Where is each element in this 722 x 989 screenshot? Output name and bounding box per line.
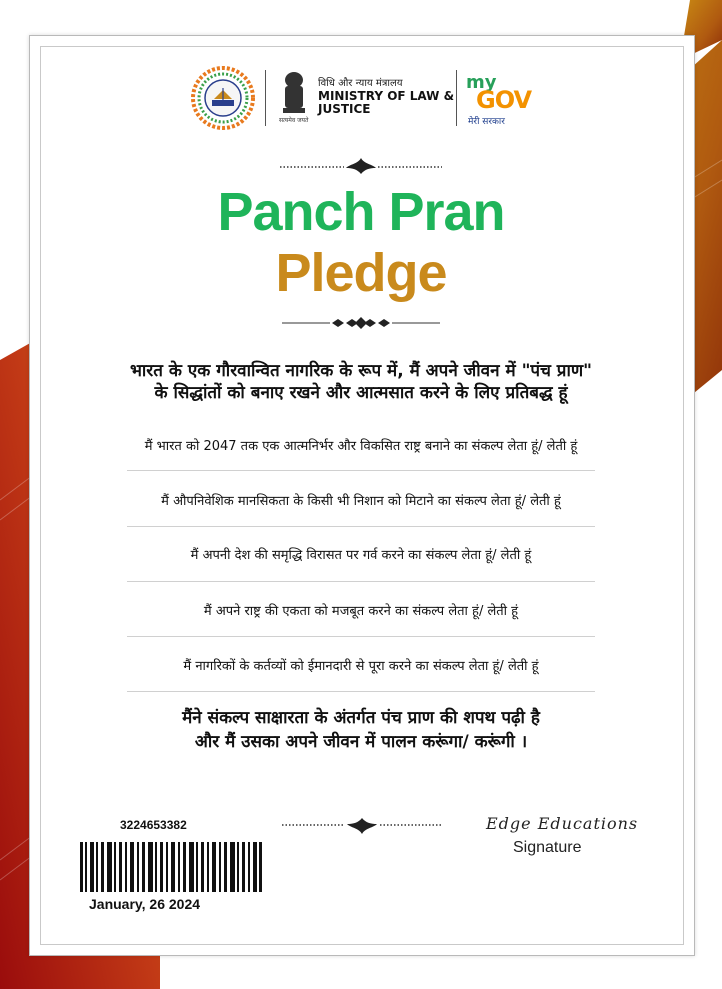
- pledge-divider: [127, 470, 595, 471]
- pledge-item: मैं औपनिवेशिक मानसिकता के किसी भी निशान को मिटाने का संकल्प लेता हूं/ लेती हूं: [161, 494, 561, 509]
- ministry-line-1: MINISTRY OF LAW &: [318, 89, 455, 103]
- ministry-hindi-name: विधि और न्याय मंत्रालय: [318, 78, 403, 89]
- title-line-1: Panch Pran: [217, 182, 505, 242]
- pledge-date: January, 26 2024: [89, 896, 201, 912]
- mygov-tagline: मेरी सरकार: [468, 117, 505, 127]
- pledge-item: मैं अपनी देश की समृद्धि विरासत पर गर्व करने का संकल्प लेता हूं/ लेती हूं: [190, 548, 532, 563]
- top-ornament-icon: [278, 156, 444, 176]
- divider-ornament-icon: [282, 315, 440, 331]
- logo-divider: [456, 70, 457, 126]
- pledge-item: मैं अपने राष्ट्र की एकता को मजबूत करने का संकल्प लेता हूं/ लेती हूं: [203, 604, 519, 619]
- barcode-icon: [80, 842, 262, 892]
- emblem-caption: सत्यमेव जयते: [279, 117, 309, 124]
- pledge-divider: [127, 581, 595, 582]
- ministry-english-name: [318, 90, 454, 116]
- pledge-item: मैं भारत को 2047 तक एक आत्मनिर्भर और विकसित राष्ट्र बनाने का संकल्प लेता हूं/ लेती हूं: [144, 439, 578, 454]
- closing-statement: [60, 706, 662, 754]
- pledge-item: मैं नागरिकों के कर्तव्यों को ईमानदारी से पूरा करने का संकल्प लेता हूं/ लेती हूं: [183, 659, 539, 674]
- pledge-divider: [127, 691, 595, 692]
- bottom-ornament-icon: [280, 816, 444, 836]
- ministry-line-2: JUSTICE: [318, 102, 371, 116]
- closing-line-1: मैंने संकल्प साक्षारता के अंतर्गत पंच प्राण की शपथ पढ़ी है: [182, 708, 540, 728]
- logo-divider: [265, 70, 266, 126]
- mygov-gov-text: GOV: [476, 86, 532, 114]
- pledge-divider: [127, 636, 595, 637]
- header-logos: [190, 66, 535, 130]
- mygov-logo: [466, 72, 536, 126]
- intro-line-2: के सिद्धांतों को बनाए रखने और आत्मसात करने के लिए प्रतिबद्ध हूं: [154, 383, 568, 403]
- sankalp-seal-logo: [190, 66, 256, 130]
- mygov-my-text: my: [466, 72, 497, 93]
- pledge-divider: [127, 526, 595, 527]
- title-line-2: Pledge: [275, 243, 447, 303]
- signature-label: Signature: [513, 839, 582, 856]
- closing-line-2: और मैं उसका अपने जीवन में पालन करूंगा/ करूंगी ।: [194, 732, 528, 752]
- intro-statement: [60, 360, 662, 404]
- certificate-number: 3224653382: [120, 818, 187, 832]
- intro-line-1: भारत के एक गौरवान्वित नागरिक के रूप में, मैं अपने जीवन में "पंच प्राण": [129, 361, 593, 381]
- signature-name: Edge Educations: [486, 814, 639, 833]
